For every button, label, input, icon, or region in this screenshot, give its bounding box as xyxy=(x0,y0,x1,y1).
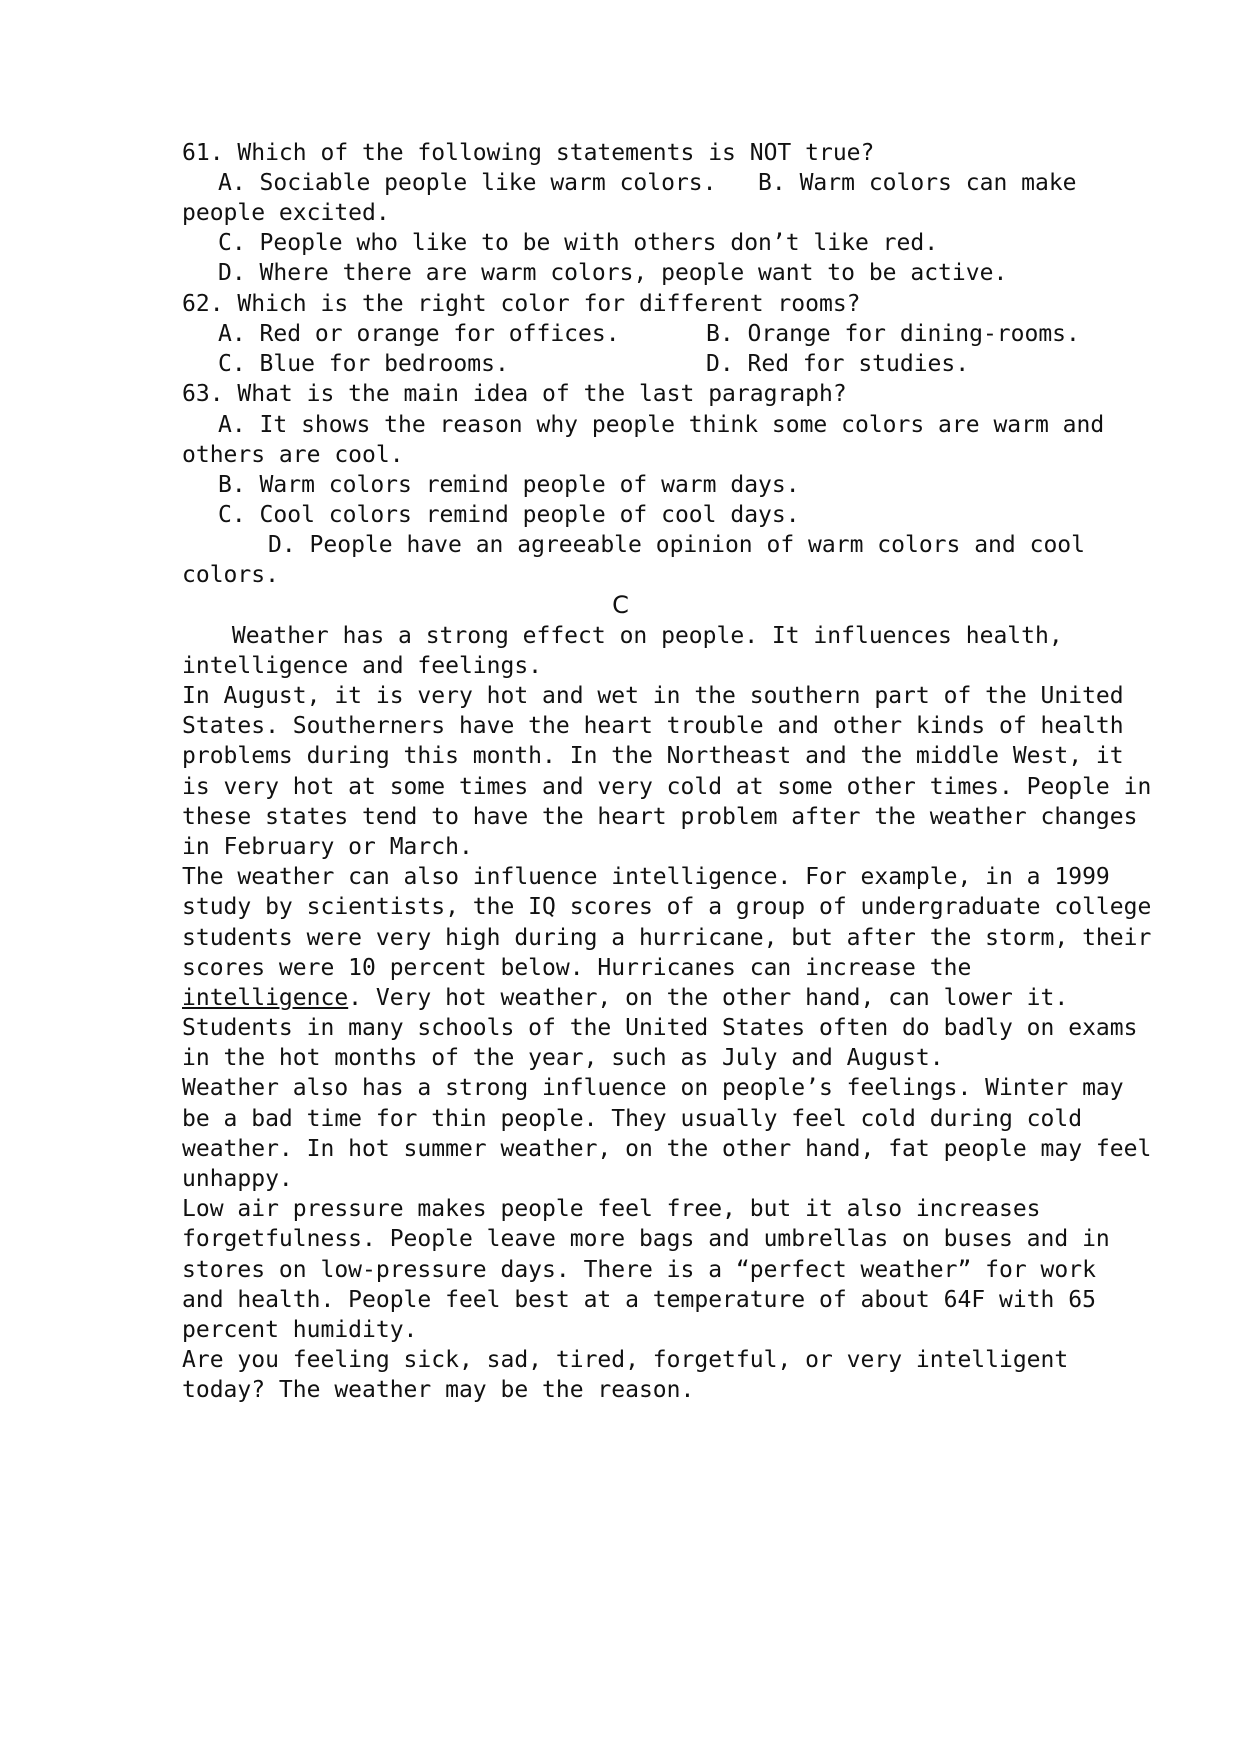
question-63-option-a-continued: others are cool. xyxy=(182,442,404,468)
section-heading: C xyxy=(612,591,629,619)
question-62-option-c: C. Blue for bedrooms. xyxy=(218,351,509,377)
question-61-option-c: C. People who like to be with others don’t like red. xyxy=(218,230,939,256)
passage-p2-line: in February or March. xyxy=(182,834,473,860)
question-63-option-d-continued: colors. xyxy=(182,562,279,588)
passage-p2-line: is very hot at some times and very cold at some other times. People in xyxy=(182,774,1152,800)
question-61-stem: 61. Which of the following statements is NOT true? xyxy=(182,140,875,166)
passage-p2-line: problems during this month. In the Northeast and the middle West, it xyxy=(182,743,1124,769)
passage-p5-line: percent humidity. xyxy=(182,1317,418,1343)
passage-p2-line: In August, it is very hot and wet in the southern part of the United xyxy=(182,683,1124,709)
passage-p3-text: . Very hot weather, on the other hand, can lower it. xyxy=(348,985,1069,1011)
passage-p1-line: Weather has a strong effect on people. It influences health, xyxy=(218,623,1063,649)
question-62-option-b: B. Orange for dining-rooms. xyxy=(706,321,1080,347)
underlined-word: intelligence xyxy=(182,985,349,1011)
question-63-option-b: B. Warm colors remind people of warm days. xyxy=(218,472,800,498)
passage-p2-line: States. Southerners have the heart trouble and other kinds of health xyxy=(182,713,1124,739)
passage-p5-line: forgetfulness. People leave more bags and umbrellas on buses and in xyxy=(182,1226,1110,1252)
passage-p3-line: students were very high during a hurricane, but after the storm, their xyxy=(182,925,1152,951)
passage-p4-line: weather. In hot summer weather, on the other hand, fat people may feel xyxy=(182,1136,1152,1162)
passage-p4-line: Weather also has a strong influence on people’s feelings. Winter may xyxy=(182,1075,1124,1101)
passage-p3-line xyxy=(182,981,1069,1015)
passage-p5-line: and health. People feel best at a temperature of about 64F with 65 xyxy=(182,1287,1096,1313)
question-63-stem: 63. What is the main idea of the last paragraph? xyxy=(182,381,847,407)
question-61-option-a-b: A. Sociable people like warm colors. B. Warm colors can make xyxy=(218,170,1077,196)
question-62-option-a: A. Red or orange for offices. xyxy=(218,321,620,347)
passage-p3-line: The weather can also influence intelligence. For example, in a 1999 xyxy=(182,864,1110,890)
passage-p3-line: in the hot months of the year, such as July and August. xyxy=(182,1045,944,1071)
question-63-option-c: C. Cool colors remind people of cool days. xyxy=(218,502,800,528)
question-63-option-a: A. It shows the reason why people think some colors are warm and xyxy=(218,412,1105,438)
question-62-option-d: D. Red for studies. xyxy=(706,351,970,377)
passage-p3-line: Students in many schools of the United States often do badly on exams xyxy=(182,1015,1138,1041)
passage-p5-line: Low air pressure makes people feel free, but it also increases xyxy=(182,1196,1041,1222)
passage-p3-line: scores were 10 percent below. Hurricanes can increase the xyxy=(182,955,972,981)
passage-p4-line: unhappy. xyxy=(182,1166,293,1192)
passage-p5-line: stores on low-pressure days. There is a “perfect weather” for work xyxy=(182,1257,1096,1283)
passage-p6-line: today? The weather may be the reason. xyxy=(182,1377,695,1403)
passage-p2-line: these states tend to have the heart problem after the weather changes xyxy=(182,804,1138,830)
question-61-option-b-continued: people excited. xyxy=(182,200,390,226)
question-63-option-d: D. People have an agreeable opinion of warm colors and cool xyxy=(268,532,1085,558)
question-61-option-d: D. Where there are warm colors, people want to be active. xyxy=(218,260,1008,286)
passage-p3-line: study by scientists, the IQ scores of a group of undergraduate college xyxy=(182,894,1152,920)
passage-p1-line: intelligence and feelings. xyxy=(182,653,543,679)
passage-p4-line: be a bad time for thin people. They usually feel cold during cold xyxy=(182,1106,1083,1132)
question-62-stem: 62. Which is the right color for different rooms? xyxy=(182,291,861,317)
passage-p6-line: Are you feeling sick, sad, tired, forgetful, or very intelligent xyxy=(182,1347,1069,1373)
